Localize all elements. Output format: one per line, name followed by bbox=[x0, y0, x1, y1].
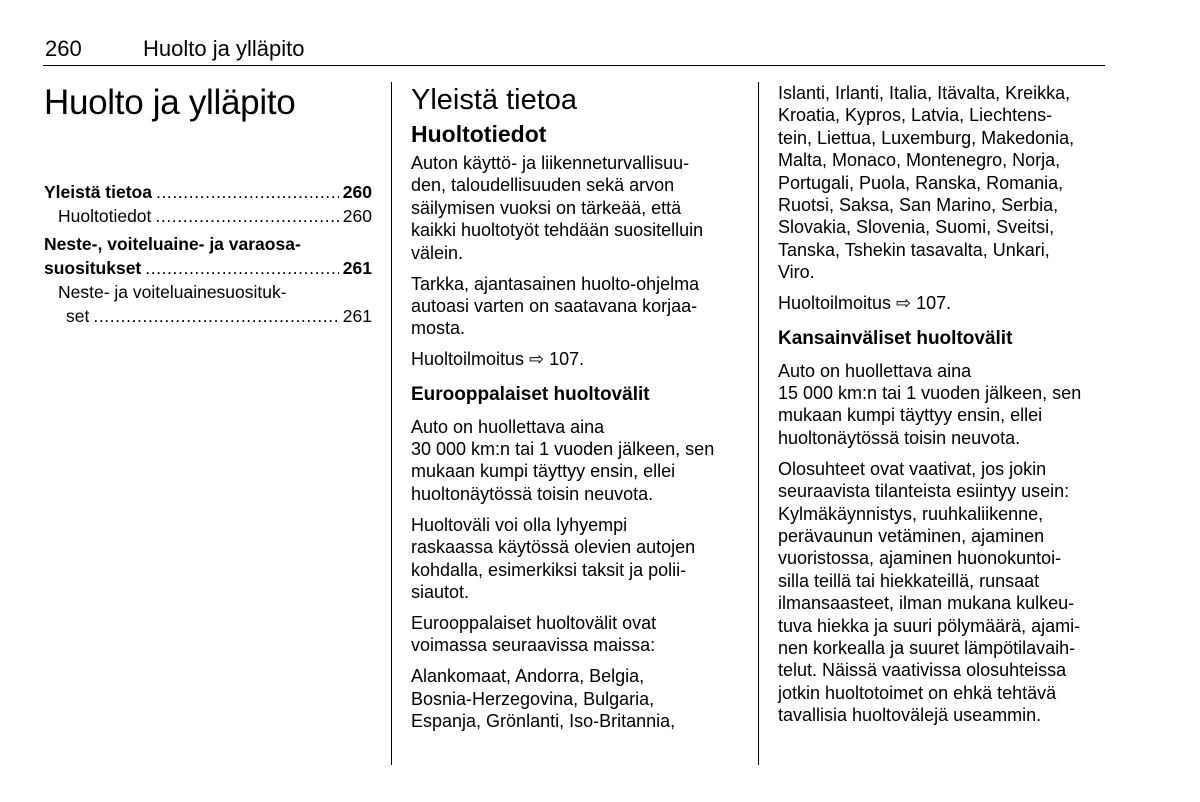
cross-reference[interactable]: Huoltoilmoitus ⇨ 107. bbox=[411, 349, 585, 370]
minor-heading: Eurooppalaiset huoltovälit bbox=[411, 383, 650, 405]
toc-entry-page: 261 bbox=[342, 306, 372, 326]
toc-entry[interactable] bbox=[44, 204, 372, 228]
paragraph: Alankomaat, Andorra, Belgia, Bosnia-Herzegovina, Bulgaria, Espanja, Grönlanti, Iso-Britannia, bbox=[411, 666, 676, 732]
toc-leader bbox=[155, 204, 338, 228]
toc-entry[interactable] bbox=[44, 180, 372, 204]
toc-entry-title: Neste-, voiteluaine- ja varaosa- bbox=[44, 234, 301, 254]
table-of-contents bbox=[44, 180, 372, 328]
toc-entry-page: 260 bbox=[342, 182, 372, 202]
column-divider bbox=[758, 82, 759, 765]
paragraph: Auto on huollettava aina 30 000 km:n tai 1 vuoden jälkeen, sen mukaan kumpi täyttyy ensin, ellei huoltonäytössä toisin neuvota. bbox=[411, 416, 715, 504]
toc-leader bbox=[93, 304, 338, 328]
paragraph: Tarkka, ajantasainen huolto-ohjelma autoasi varten on saatavana korjaa- mosta. bbox=[411, 273, 700, 339]
paragraph: Islanti, Irlanti, Italia, Itävalta, Kreikka, Kroatia, Kypros, Latvia, Liechtens- tein, Liettua, Luxemburg, Makedonia, Malta, Monaco, Montenegro, Norja, Portugali, Puola, Ranska, Romania, Ruotsi, Saksa, San Marino, Serbia, Slovakia, Slovenia, Suomi, Sveitsi, Tanska, Tshekin tasavalta, Unkari, Viro. bbox=[778, 83, 1075, 283]
paragraph: Eurooppalaiset huoltovälit ovat voimassa seuraavissa maissa: bbox=[411, 612, 657, 656]
page-number: 260 bbox=[45, 36, 82, 61]
column-2 bbox=[411, 82, 751, 741]
column-divider bbox=[391, 82, 392, 765]
column-3 bbox=[778, 82, 1108, 735]
paragraph: Auto on huollettava aina 15 000 km:n tai 1 vuoden jälkeen, sen mukaan kumpi täyttyy ensin, ellei huoltonäytössä toisin neuvota. bbox=[778, 360, 1082, 448]
toc-entry-page: 260 bbox=[342, 206, 372, 226]
toc-entry[interactable] bbox=[44, 280, 372, 328]
toc-entry[interactable] bbox=[44, 232, 372, 280]
cross-reference[interactable]: Huoltoilmoitus ⇨ 107. bbox=[778, 293, 952, 314]
chapter-title: Huolto ja ylläpito bbox=[44, 83, 296, 122]
toc-entry-title-cont: set bbox=[66, 306, 90, 326]
section-title: Yleistä tietoa bbox=[411, 84, 578, 116]
toc-entry-title: Huoltotiedot bbox=[58, 206, 152, 226]
toc-entry-page: 261 bbox=[342, 258, 372, 278]
paragraph: Auton käyttö- ja liikenneturvallisuu- den, taloudellisuuden sekä arvon säilymisen vuoksi on tärkeää, että kaikki huoltotyöt tehdään suositelluin välein. bbox=[411, 153, 704, 263]
paragraph: Huoltoväli voi olla lyhyempi raskaassa käytössä olevien autojen kohdalla, esimerkiksi taksit ja polii- siautot. bbox=[411, 514, 696, 602]
toc-entry-title: Yleistä tietoa bbox=[44, 182, 152, 202]
toc-entry-title: Neste- ja voiteluainesuosituk- bbox=[58, 282, 287, 302]
running-title: Huolto ja ylläpito bbox=[143, 36, 305, 61]
toc-leader bbox=[145, 256, 339, 280]
toc-entry-title-cont: suositukset bbox=[44, 258, 142, 278]
toc-leader bbox=[156, 180, 339, 204]
page-header bbox=[43, 36, 1105, 66]
paragraph: Olosuhteet ovat vaativat, jos jokin seuraavista tilanteista esiintyy usein: Kylmäkäynnistys, ruuhkaliikenne, perävaunun vetäminen, ajaminen vuoristossa, ajaminen huonokuntoi- silla teillä tai hiekkateillä, runsaat ilmansaasteet, ilman mukana kulkeu- tuva hiekka ja suuri pölymäärä, ajami- nen korkealla ja suuret lämpötilavaih- telut. Näissä vaativissa olosuhteissa jotkin huoltotoimet on ehkä tehtävä tavallisia huoltovälejä useammin. bbox=[778, 458, 1081, 726]
subsection-title: Huoltotiedot bbox=[411, 121, 547, 147]
minor-heading: Kansainväliset huoltovälit bbox=[778, 327, 1013, 349]
